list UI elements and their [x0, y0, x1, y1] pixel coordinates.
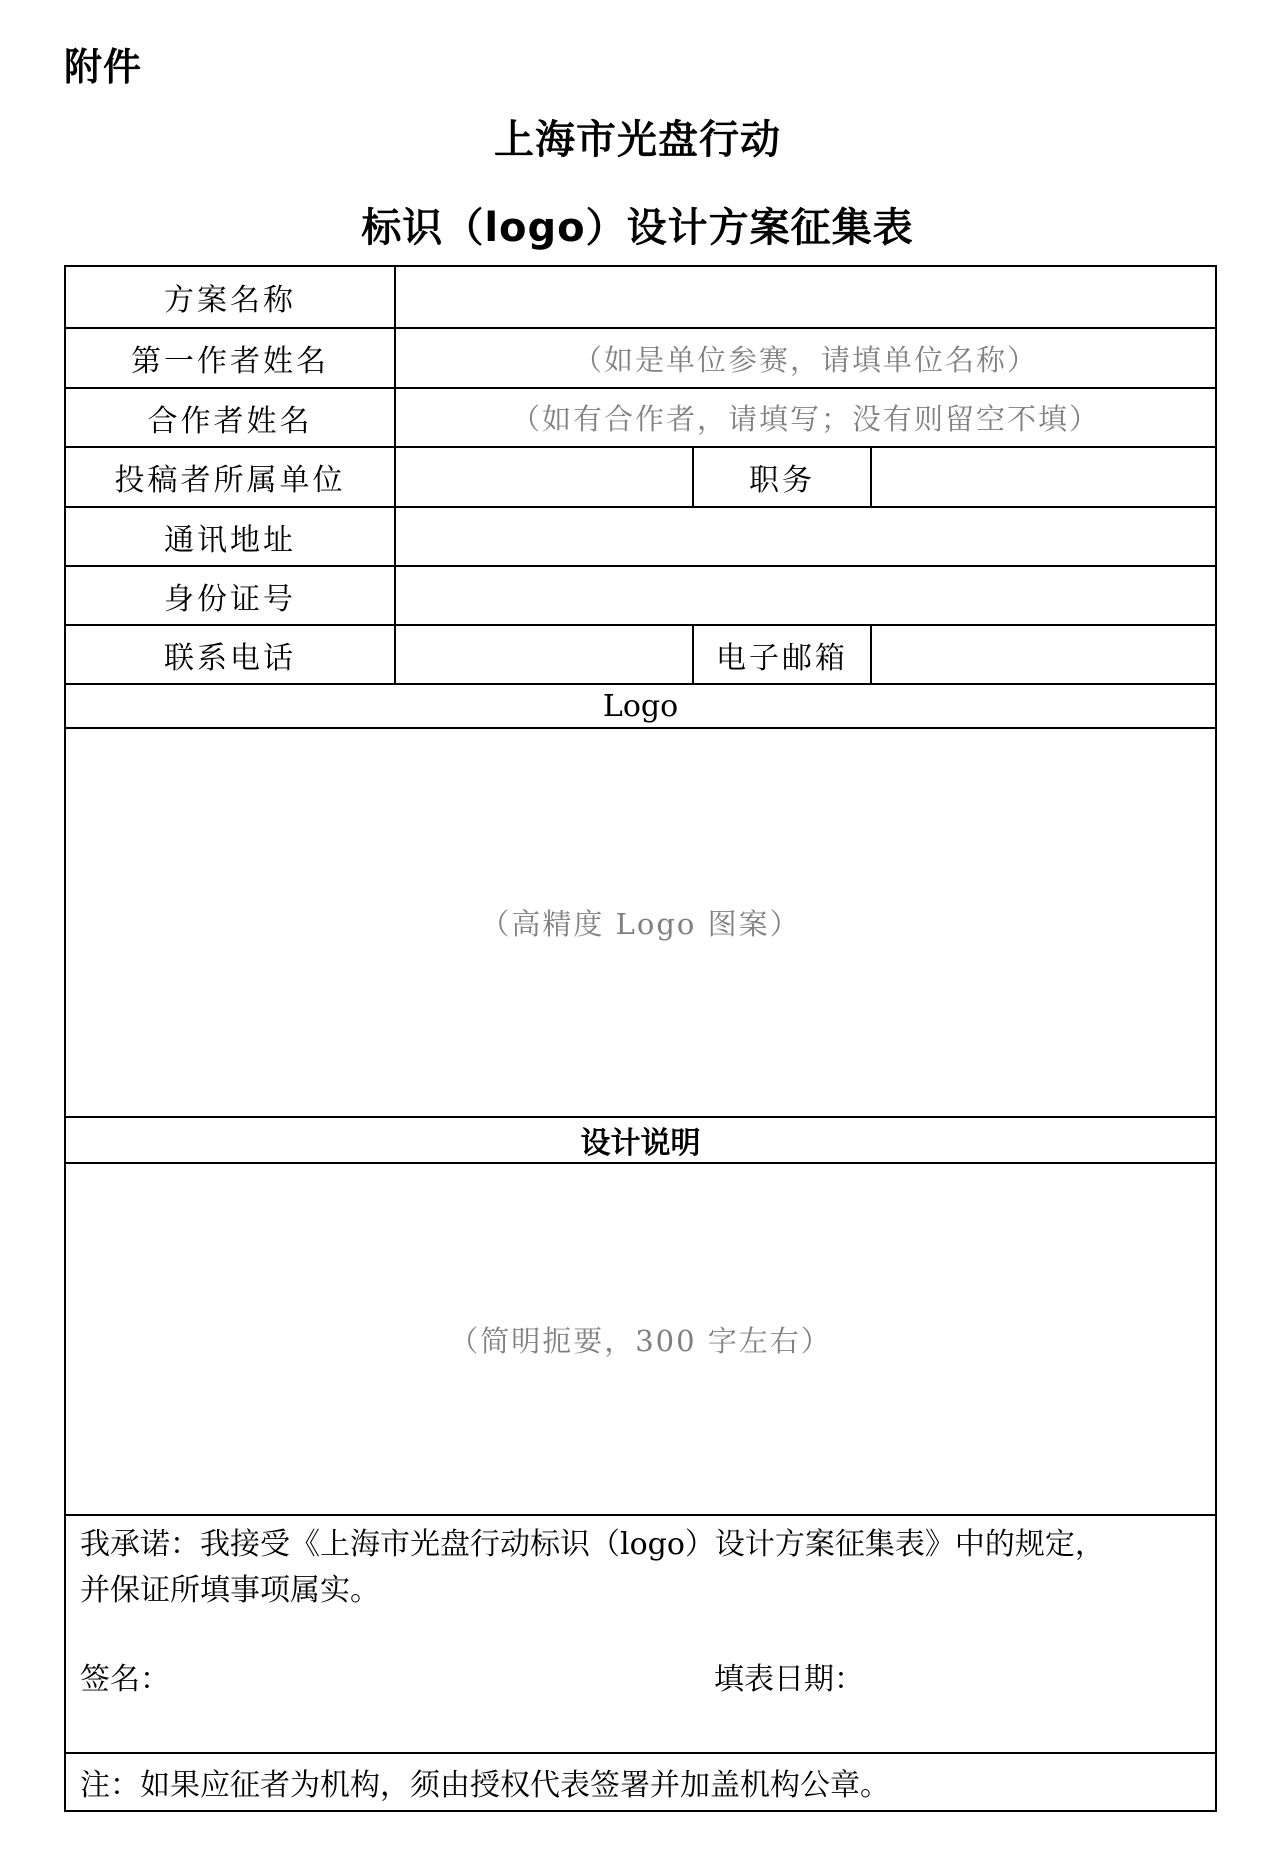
- page-title: 上海市光盘行动: [494, 117, 781, 163]
- row-note: [65, 1753, 1216, 1811]
- coauthor-label: 合作者姓名: [65, 388, 395, 447]
- coauthor-field[interactable]: （如有合作者，请填写；没有则留空不填）: [395, 388, 1216, 447]
- first-author-field[interactable]: （如是单位参赛，请填单位名称）: [395, 328, 1216, 388]
- row-address: [65, 507, 1216, 566]
- affiliation-field[interactable]: [395, 447, 693, 507]
- row-scheme-name: [65, 266, 1216, 328]
- signature-label[interactable]: 签名：: [80, 1662, 170, 1697]
- pledge-line-2: 并保证所填事项属实。: [80, 1573, 380, 1608]
- fill-date-label[interactable]: 填表日期：: [714, 1662, 864, 1697]
- phone-field[interactable]: [395, 625, 693, 684]
- pledge-line-1: 我承诺：我接受《上海市光盘行动标识（logo）设计方案征集表》中的规定，: [80, 1527, 1105, 1562]
- address-field[interactable]: [395, 507, 1216, 566]
- email-label: 电子邮箱: [693, 625, 871, 684]
- row-contact: [65, 625, 1216, 684]
- row-affiliation: [65, 447, 1216, 507]
- first-author-label: 第一作者姓名: [65, 328, 395, 388]
- design-description-area[interactable]: （简明扼要，300 字左右）: [65, 1163, 1216, 1515]
- design-section-header: 设计说明: [65, 1117, 1216, 1163]
- affiliation-label: 投稿者所属单位: [65, 447, 395, 507]
- row-pledge: [65, 1515, 1216, 1753]
- row-id-number: [65, 566, 1216, 625]
- signature-row: [80, 1654, 1201, 1700]
- row-design-header: [65, 1117, 1216, 1163]
- application-form: [64, 265, 1217, 1812]
- scheme-name-label: 方案名称: [65, 266, 395, 328]
- id-number-label: 身份证号: [65, 566, 395, 625]
- row-logo-area: [65, 728, 1216, 1117]
- position-field[interactable]: [871, 447, 1216, 507]
- scheme-name-field[interactable]: [395, 266, 1216, 328]
- logo-section-header: Logo: [65, 684, 1216, 728]
- id-number-field[interactable]: [395, 566, 1216, 625]
- page-subtitle: 标识（logo）设计方案征集表: [361, 205, 914, 251]
- position-label: 职务: [693, 447, 871, 507]
- row-coauthor: [65, 388, 1216, 447]
- attachment-label: 附件: [64, 45, 143, 89]
- phone-label: 联系电话: [65, 625, 395, 684]
- pledge-cell: [65, 1515, 1216, 1753]
- row-logo-header: [65, 684, 1216, 728]
- logo-upload-area[interactable]: （高精度 Logo 图案）: [65, 728, 1216, 1117]
- note-text: 注：如果应征者为机构，须由授权代表签署并加盖机构公章。: [65, 1753, 1216, 1811]
- row-first-author: [65, 328, 1216, 388]
- address-label: 通讯地址: [65, 507, 395, 566]
- row-design-area: [65, 1163, 1216, 1515]
- email-field[interactable]: [871, 625, 1216, 684]
